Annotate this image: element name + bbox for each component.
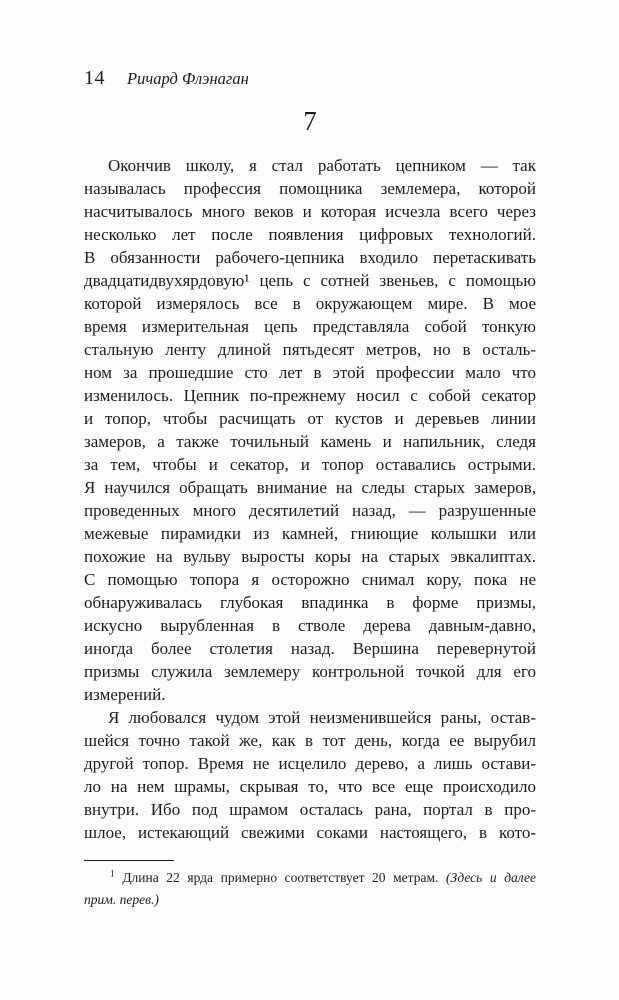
footnote-line <box>84 867 536 889</box>
text-line: другой топор. Время не исцелило дерево, а лишь остави- <box>84 754 536 773</box>
page-number: 14 <box>84 67 105 89</box>
text-line: время измерительная цепь представляла собой тонкую <box>84 317 536 336</box>
text-line: иногда более столетия назад. Вершина перевернутой <box>84 639 536 658</box>
text-line: называлась профессия помощника землемера, которой <box>84 179 536 198</box>
text-line: несколько лет после появления цифровых технологий. <box>84 225 536 244</box>
text-line: С помощью топора я осторожно снимал кору, пока не <box>84 570 536 589</box>
chapter-number: 7 <box>303 106 317 136</box>
body-text <box>84 154 536 844</box>
text-line: замеров, а также точильный камень и напильник, следя <box>84 432 536 451</box>
text-line: и топор, чтобы расчищать от кустов и деревьев линии <box>84 409 536 428</box>
text-line: внутри. Ибо под шрамом осталась рана, портал в про- <box>84 800 536 819</box>
text-line: Я любовался чудом этой неизменившейся раны, остав- <box>108 708 536 727</box>
text-line: насчитывалось много веков и которая исчезла всего через <box>84 202 536 221</box>
footnote-segment: Длина 22 ярда примерно соответствует 20 метрам. <box>114 870 446 885</box>
text-line: двадцатидвухярдовую¹ цепь с сотней звеньев, с помощью <box>84 271 536 290</box>
text-line: искусно вырубленная в стволе дерева давным-давно, <box>84 616 536 635</box>
text-line: за тем, чтобы и секатор, и топор оставались острыми. <box>84 455 536 474</box>
footnote-text <box>84 867 536 911</box>
text-line: Окончив школу, я стал работать цепником — так <box>108 156 536 175</box>
text-line: изменилось. Цепник по-прежнему носил с собой секатор <box>84 386 536 405</box>
footnote-marker: 1 <box>110 869 115 880</box>
footnote-line <box>84 889 536 911</box>
text-line: которой измерялось все в окружающем мире. В мое <box>84 294 536 313</box>
footnote <box>84 860 536 911</box>
text-line: межевые пирамидки из камней, гниющие колышки или <box>84 524 536 543</box>
text-line: ном за прошедшие сто лет в этой профессии мало что <box>84 363 536 382</box>
text-line: шейся точно такой же, как в тот день, когда ее вырубил <box>84 731 536 750</box>
text-line: измерений. <box>84 685 166 704</box>
page-header <box>84 67 536 91</box>
text-line: призмы служила землемеру контрольной точкой для его <box>84 662 536 681</box>
footnote-rule <box>84 860 174 861</box>
text-line: похожие на вульву выросты коры на старых эвкалиптах. <box>84 547 536 566</box>
text-line: обнаруживалась глубокая впадинка в форме призмы, <box>84 593 536 612</box>
text-line: шлое, истекающий свежими соками настоящего, в кото- <box>84 823 536 842</box>
running-title-author: Ричард Флэнаган <box>127 69 249 88</box>
text-line: Я научился обращать внимание на следы старых замеров, <box>84 478 536 497</box>
text-line: стальную ленту длиной пятьдесят метров, но в осталь- <box>84 340 536 359</box>
footnote-segment: (Здесь и далее <box>445 870 536 885</box>
text-line: ло на нем шрамы, скрывая то, что все еще происходило <box>84 777 536 796</box>
text-line: В обязанности рабочего-цепника входило перетаскивать <box>84 248 536 267</box>
text-line: проведенных много десятилетий назад, — разрушенные <box>84 501 536 520</box>
footnote-segment: прим. перев.) <box>84 892 159 907</box>
